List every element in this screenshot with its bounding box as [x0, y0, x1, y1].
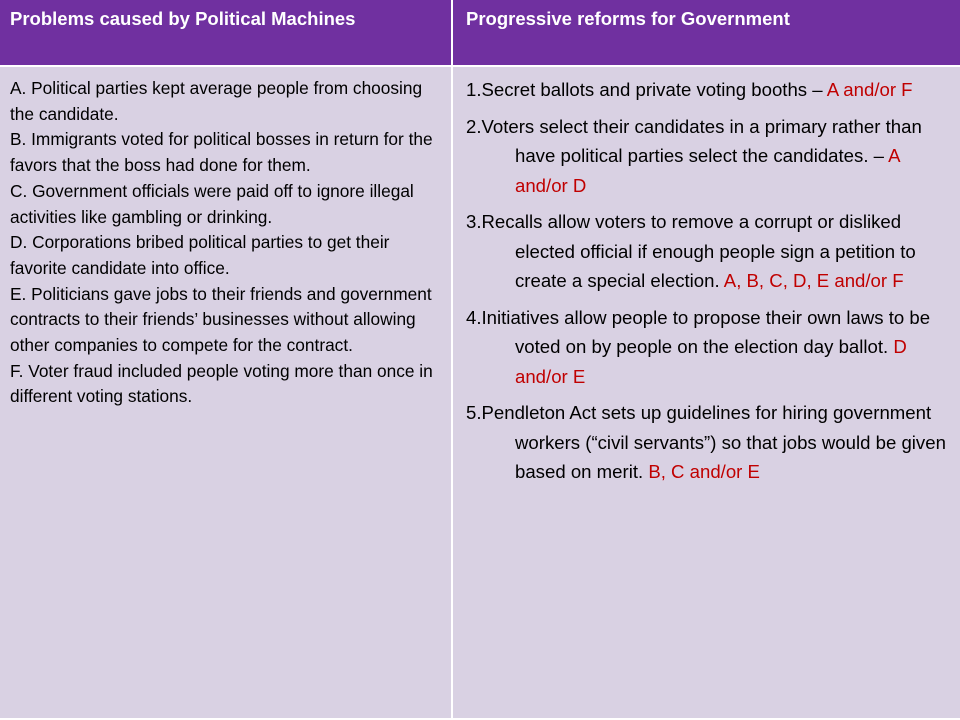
reform-2-answer: A and/or D: [515, 145, 900, 196]
problem-d: D. Corporations bribed political parties to get their favorite candidate into office.: [10, 232, 390, 278]
reform-4-text: 4.Initiatives allow people to propose their own laws to be voted on by people on the election day ballot.: [466, 306, 931, 357]
problem-a: A. Political parties kept average people from choosing the candidate.: [10, 78, 423, 124]
reform-3-text: 3.Recalls allow voters to remove a corrupt or disliked elected official if enough people sign a petition to create a special election.: [466, 211, 916, 291]
reforms-cell: [453, 67, 960, 720]
problems-cell: [0, 67, 453, 720]
reform-3-answer: A, B, C, D, E and/or F: [723, 270, 904, 291]
problem-b: B. Immigrants voted for political bosses in return for the favors that the boss had done for them.: [10, 129, 433, 176]
header-reforms: Progressive reforms for Government: [453, 0, 960, 67]
header-problems: Problems caused by Political Machines: [0, 0, 453, 67]
reform-1-answer: A and/or F: [826, 79, 913, 100]
reform-5-text: 5.Pendleton Act sets up guidelines for hiring government workers (“civil servants”) so that jobs would be given based on merit.: [466, 402, 946, 482]
reform-3: [466, 207, 950, 296]
reform-5-answer: B, C and/or E: [648, 461, 760, 482]
reform-1-text: 1.Secret ballots and private voting booths –: [466, 79, 827, 100]
reform-2-text: 2.Voters select their candidates in a primary rather than have political parties select the candidates. –: [466, 115, 922, 166]
problem-c: C. Government officials were paid off to ignore illegal activities like gambling or drinking.: [10, 180, 414, 227]
problem-f: F. Voter fraud included people voting more than once in different voting stations.: [10, 360, 433, 407]
reform-5: [466, 398, 950, 487]
reform-4: [466, 303, 950, 392]
reform-4-answer: D and/or E: [515, 336, 907, 387]
reform-1: [466, 75, 950, 105]
problem-e: E. Politicians gave jobs to their friends and government contracts to their friends’ businesses without allowing other companies to compete for the contract.: [10, 283, 432, 356]
reform-2: [466, 112, 950, 201]
